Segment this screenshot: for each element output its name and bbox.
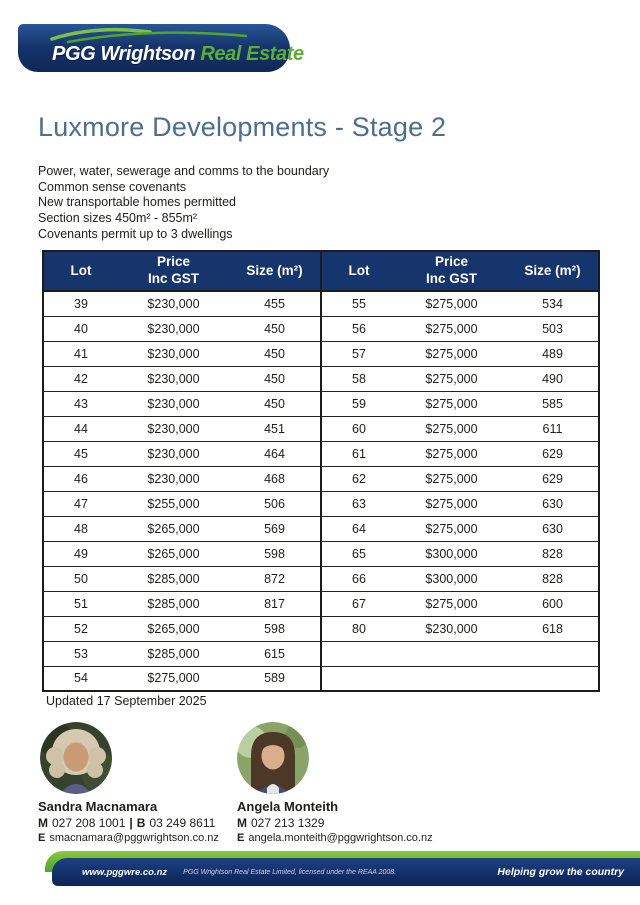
angela-headshot-photo — [237, 722, 309, 794]
price-table — [42, 250, 600, 692]
table-cell: $285,000 — [118, 566, 229, 591]
table-cell: $275,000 — [396, 416, 507, 441]
table-cell: 506 — [229, 491, 321, 516]
table-cell: 47 — [43, 491, 118, 516]
contact-card-angela — [237, 799, 432, 846]
table-cell: 54 — [74, 671, 88, 686]
table-cell: 48 — [43, 516, 118, 541]
table-cell: 615 — [229, 641, 321, 666]
table-cell: 59 — [321, 391, 396, 416]
table-cell: 630 — [507, 516, 599, 541]
updated-date: Updated 17 September 2025 — [46, 694, 207, 708]
table-row — [43, 341, 599, 366]
table-cell: 39 — [43, 291, 118, 316]
table-cell: $230,000 — [118, 416, 229, 441]
table-cell: 598 — [229, 541, 321, 566]
table-cell: 455 — [229, 291, 321, 316]
contact-name: Angela Monteith — [237, 799, 339, 814]
business-number: 03 249 8611 — [149, 816, 216, 830]
table-cell: 50 — [43, 566, 118, 591]
table-cell: 450 — [229, 341, 321, 366]
table-cell: 80 — [321, 616, 396, 641]
table-cell: 468 — [229, 466, 321, 491]
table-body — [43, 291, 599, 691]
table-row — [43, 666, 599, 691]
header-size: Size (m²) — [507, 251, 599, 291]
email-address: angela.monteith@pggwrightson.co.nz — [248, 832, 433, 844]
table-cell: $275,000 — [396, 366, 507, 391]
feature-line: New transportable homes permitted — [38, 195, 237, 210]
table-row — [43, 466, 599, 491]
table-cell: 600 — [507, 591, 599, 616]
table-cell: $265,000 — [118, 541, 229, 566]
table-cell: 611 — [507, 416, 599, 441]
email-address: smacnamara@pggwrightson.co.nz — [49, 832, 219, 844]
table-cell: 534 — [507, 291, 599, 316]
table-cell: $230,000 — [118, 391, 229, 416]
table-cell — [321, 641, 396, 666]
table-cell: $275,000 — [396, 341, 507, 366]
footer-website: www.pggwre.co.nz — [82, 866, 168, 878]
table-row — [43, 516, 599, 541]
table-cell: 828 — [507, 541, 599, 566]
table-cell: $275,000 — [396, 391, 507, 416]
contact-phone-line — [38, 816, 233, 830]
table-cell: 817 — [229, 591, 321, 616]
table-cell: 618 — [507, 616, 599, 641]
table-cell: $230,000 — [118, 366, 229, 391]
feature-line: Common sense covenants — [38, 179, 186, 194]
table-header-row — [43, 251, 599, 291]
table-row — [43, 616, 599, 641]
table-cell: $300,000 — [396, 541, 507, 566]
footer-tagline: Helping grow the country — [497, 866, 624, 878]
table-cell: $265,000 — [118, 616, 229, 641]
table-cell: 66 — [321, 566, 396, 591]
table-cell: 629 — [507, 466, 599, 491]
table-cell: 44 — [43, 416, 118, 441]
logo-text-primary: PGG Wrightson — [52, 43, 196, 65]
mobile-label: M — [38, 816, 48, 830]
pgg-wrightson-logo — [18, 24, 304, 72]
table-cell: 503 — [507, 316, 599, 341]
footer-disclaimer: PGG Wrightson Real Estate Limited, licensed under the REAA 2008. — [183, 868, 397, 876]
table-cell: 63 — [321, 491, 396, 516]
mobile-label: M — [237, 816, 247, 830]
header-price: Price Inc GST — [396, 251, 507, 291]
page-title: Luxmore Developments - Stage 2 — [38, 112, 447, 142]
business-label: B — [136, 816, 146, 830]
logo-wordmark — [52, 43, 304, 66]
table-cell: $285,000 — [118, 641, 229, 666]
header-lot: Lot — [321, 251, 396, 291]
table-cell — [396, 666, 507, 691]
table-row — [43, 541, 599, 566]
table-cell: 55 — [321, 291, 396, 316]
table-cell: $275,000 — [396, 591, 507, 616]
table-cell: 589 — [264, 671, 285, 686]
table-cell: 46 — [43, 466, 118, 491]
header-price: Price Inc GST — [118, 251, 229, 291]
table-cell: 65 — [321, 541, 396, 566]
table-cell: 489 — [507, 341, 599, 366]
email-label: E — [38, 832, 46, 844]
table-cell: 872 — [229, 566, 321, 591]
mobile-number: 027 213 1329 — [251, 816, 325, 830]
table-cell: 53 — [43, 641, 118, 666]
email-label: E — [237, 832, 245, 844]
table-cell — [507, 641, 599, 666]
table-cell: 450 — [229, 316, 321, 341]
table-cell: $230,000 — [396, 616, 507, 641]
table-cell: 61 — [321, 441, 396, 466]
table-row — [43, 566, 599, 591]
table-row — [43, 391, 599, 416]
table-cell — [396, 641, 507, 666]
table-cell: 52 — [43, 616, 118, 641]
table-cell: 67 — [321, 591, 396, 616]
table-row — [43, 366, 599, 391]
table-cell: 64 — [321, 516, 396, 541]
table-cell: $275,000 — [396, 516, 507, 541]
logo-text-secondary: Real Estate — [200, 43, 304, 65]
table-cell — [507, 666, 599, 691]
table-row — [43, 441, 599, 466]
table-cell: 490 — [507, 366, 599, 391]
table-cell: 56 — [321, 316, 396, 341]
feature-line: Power, water, sewerage and comms to the boundary — [38, 164, 330, 178]
table-row — [43, 641, 599, 666]
footer-navy-bar — [52, 858, 640, 886]
mobile-number: 027 208 1001 — [52, 816, 126, 830]
phone-separator: | — [129, 816, 133, 830]
contact-name: Sandra Macnamara — [38, 799, 158, 814]
header-size: Size (m²) — [229, 251, 321, 291]
table-cell: 464 — [229, 441, 321, 466]
table-cell: 41 — [43, 341, 118, 366]
table-cell: $230,000 — [118, 341, 229, 366]
contact-card-sandra — [38, 799, 233, 846]
table-row — [43, 291, 599, 316]
table-cell: 51 — [43, 591, 118, 616]
table-cell: 43 — [43, 391, 118, 416]
feature-list — [38, 164, 329, 243]
table-cell: 598 — [229, 616, 321, 641]
feature-line: Section sizes 450m² - 855m² — [38, 211, 198, 226]
table-cell: 585 — [507, 391, 599, 416]
table-cell: 630 — [507, 491, 599, 516]
table-cell: $230,000 — [118, 316, 229, 341]
table-cell: $230,000 — [118, 466, 229, 491]
table-cell: 450 — [229, 391, 321, 416]
contact-email-line — [38, 832, 233, 844]
table-cell: 40 — [43, 316, 118, 341]
table-cell: 42 — [43, 366, 118, 391]
table-cell: 569 — [229, 516, 321, 541]
footer-bar — [45, 851, 640, 886]
table-cell: 58 — [321, 366, 396, 391]
table-cell: 62 — [321, 466, 396, 491]
table-cell: 629 — [507, 441, 599, 466]
table-row — [43, 316, 599, 341]
table-cell: $255,000 — [118, 491, 229, 516]
table-cell: 450 — [229, 366, 321, 391]
table-cell: $275,000 — [396, 491, 507, 516]
table-cell: 57 — [321, 341, 396, 366]
contact-phone-line — [237, 816, 432, 830]
table-cell: 828 — [507, 566, 599, 591]
header-lot: Lot — [43, 251, 118, 291]
table-cell — [321, 666, 396, 691]
table-cell: $285,000 — [118, 591, 229, 616]
table-cell: 49 — [43, 541, 118, 566]
table-cell: $275,000 — [396, 441, 507, 466]
table-row — [43, 416, 599, 441]
table-cell: 60 — [321, 416, 396, 441]
table-cell: $230,000 — [118, 441, 229, 466]
table-cell: $275,000 — [147, 671, 200, 686]
table-row — [43, 491, 599, 516]
table-row — [43, 591, 599, 616]
table-cell: $275,000 — [396, 291, 507, 316]
table-cell: $275,000 — [396, 466, 507, 491]
table-cell: $275,000 — [396, 316, 507, 341]
table-cell: 45 — [43, 441, 118, 466]
table-cell: 451 — [229, 416, 321, 441]
table-cell: $265,000 — [118, 516, 229, 541]
feature-line: Covenants permit up to 3 dwellings — [38, 226, 233, 241]
sandra-headshot-photo — [40, 722, 112, 794]
table-cell: $230,000 — [118, 291, 229, 316]
table-cell: $300,000 — [396, 566, 507, 591]
contact-email-line — [237, 832, 432, 844]
